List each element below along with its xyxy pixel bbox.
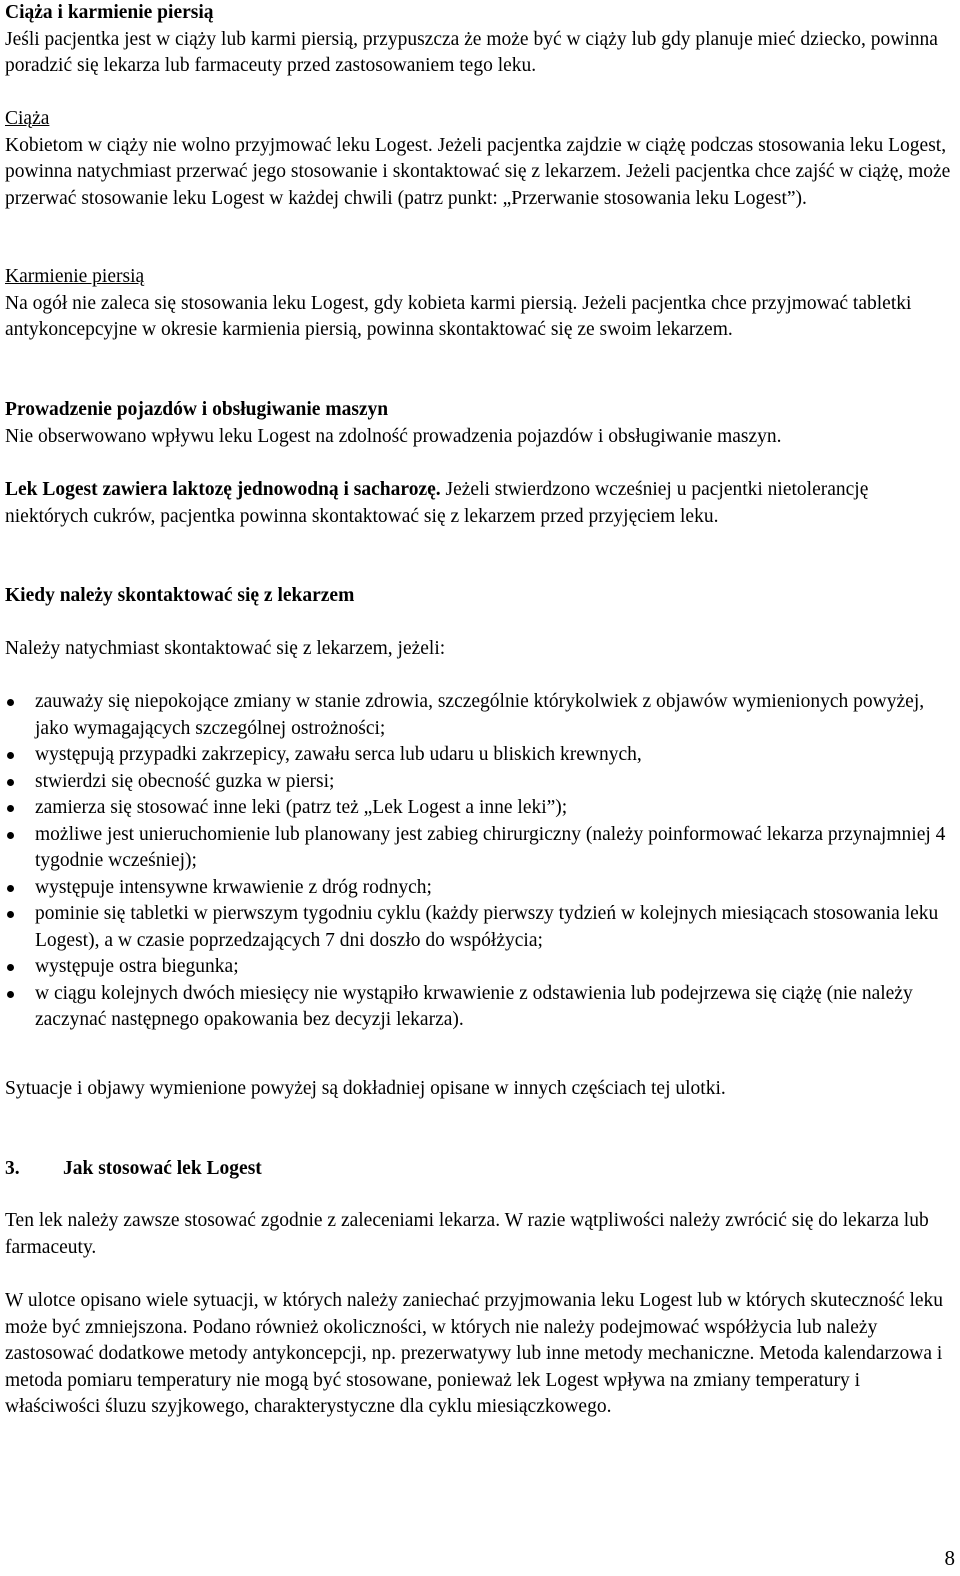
driving-heading: Prowadzenie pojazdów i obsługiwanie maszyn — [5, 399, 389, 420]
driving-section — [5, 397, 955, 450]
lactose-text: Jeżeli stwierdzono wcześniej u pacjentki nietolerancję niektórych cukrów, pacjentka powinna skontaktować się z lekarzem przed przyjęciem leku. — [5, 479, 869, 527]
pregnancy-text: Kobietom w ciąży nie wolno przyjmować leku Logest. Jeżeli pacjentka zajdzie w ciążę podczas stosowania leku Logest, powinna natychmiast przerwać jego stosowanie i skontaktować się z lekarzem. Jeżeli pacjentka chce zajść w ciążę, może przerwać stosowanie leku Logest w każdej chwili (patrz punkt: „Przerwanie stosowania leku Logest”). — [5, 134, 951, 209]
list-item: stwierdzi się obecność guzka w piersi; — [5, 769, 955, 796]
list-item: występuje ostra biegunka; — [5, 954, 955, 981]
pregnancy-subsection — [5, 106, 955, 212]
list-item: zamierza się stosować inne leki (patrz też „Lek Logest a inne leki”); — [5, 795, 955, 822]
section3-para2-block — [5, 1288, 955, 1421]
page-number: 8 — [944, 1546, 955, 1570]
contact-doctor-closing: Sytuacje i objawy wymienione powyżej są dokładniej opisane w innych częściach tej ulotki. — [5, 1078, 726, 1099]
section3-number: 3. — [5, 1158, 20, 1179]
breastfeeding-text: Na ogół nie zaleca się stosowania leku Logest, gdy kobieta karmi piersią. Jeżeli pacjentka chce przyjmować tabletki antykoncepcyjne w okresie karmienia piersią, powinna skontaktować się ze swoim lekarzem. — [5, 292, 912, 340]
section3-heading — [5, 1156, 955, 1183]
list-item: możliwe jest unieruchomienie lub planowany jest zabieg chirurgiczny (należy poinformować lekarza przynajmniej 4 tygodnie wcześniej); — [5, 822, 955, 875]
contact-doctor-list-block — [5, 689, 955, 1034]
section3-para2: W ulotce opisano wiele sytuacji, w których należy zaniechać przyjmowania leku Logest lub w których skuteczność leku może być zmniejszona. Podano również okoliczności, w których nie należy podejmować współżycia lub należy zastosować dodatkowe metody antykoncepcji, np. prezerwatywy lub inne metody mechaniczne. Metoda kalendarzowa i metoda pomiaru temperatury nie mogą być stosowane, ponieważ lek Logest wpływa na zmiany temperatury i właściwości śluzu szyjkowego, charakterystyczne dla cyklu miesiączkowego. — [5, 1290, 944, 1417]
list-item: występuje intensywne krwawienie z dróg rodnych; — [5, 875, 955, 902]
contact-doctor-list — [5, 689, 955, 1034]
breastfeeding-subheading: Karmienie piersią — [5, 266, 145, 287]
lactose-bold-lead: Lek Logest zawiera laktozę jednowodną i sacharozę. — [5, 479, 441, 500]
section3-heading-block — [5, 1156, 955, 1183]
contact-doctor-heading: Kiedy należy skontaktować się z lekarzem — [5, 585, 355, 606]
pregnancy-breastfeeding-section — [5, 0, 955, 80]
driving-text: Nie obserwowano wpływu leku Logest na zdolność prowadzenia pojazdów i obsługiwanie maszyn. — [5, 425, 782, 447]
section3-para1-block — [5, 1208, 955, 1261]
list-item: pominie się tabletki w pierwszym tygodniu cyklu (każdy pierwszy tydzień w kolejnych miesiącach stosowania leku Logest), a w czasie poprzedzających 7 dni doszło do współżycia; — [5, 901, 955, 954]
list-item: zauważy się niepokojące zmiany w stanie zdrowia, szczególnie którykolwiek z objawów wymienionych powyżej, jako wymagających szczególnej ostrożności; — [5, 689, 955, 742]
pregnancy-breastfeeding-heading: Ciąża i karmienie piersią — [5, 2, 214, 23]
list-item: w ciągu kolejnych dwóch miesięcy nie wystąpiło krwawienie z odstawienia lub podejrzewa się ciążę (nie należy zaczynać następnego opakowania bez decyzji lekarza). — [5, 981, 955, 1034]
contact-doctor-intro: Należy natychmiast skontaktować się z lekarzem, jeżeli: — [5, 638, 446, 659]
list-item: występują przypadki zakrzepicy, zawału serca lub udaru u bliskich krewnych, — [5, 742, 955, 769]
lactose-section — [5, 477, 955, 530]
contact-doctor-closing-block — [5, 1076, 955, 1103]
pregnancy-breastfeeding-intro: Jeśli pacjentka jest w ciąży lub karmi piersią, przypuszcza że może być w ciąży lub gdy planuje mieć dziecko, powinna poradzić się lekarza lub farmaceuty przed zastosowaniem tego leku. — [5, 28, 938, 76]
breastfeeding-subsection — [5, 264, 955, 344]
contact-doctor-heading-block — [5, 583, 955, 610]
section3-para1: Ten lek należy zawsze stosować zgodnie z zaleceniami lekarza. W razie wątpliwości należy zwrócić się do lekarza lub farmaceuty. — [5, 1210, 929, 1258]
lactose-paragraph — [5, 477, 955, 530]
pregnancy-subheading: Ciąża — [5, 108, 50, 129]
section3-title: Jak stosować lek Logest — [63, 1158, 262, 1179]
contact-doctor-intro-block — [5, 636, 955, 663]
